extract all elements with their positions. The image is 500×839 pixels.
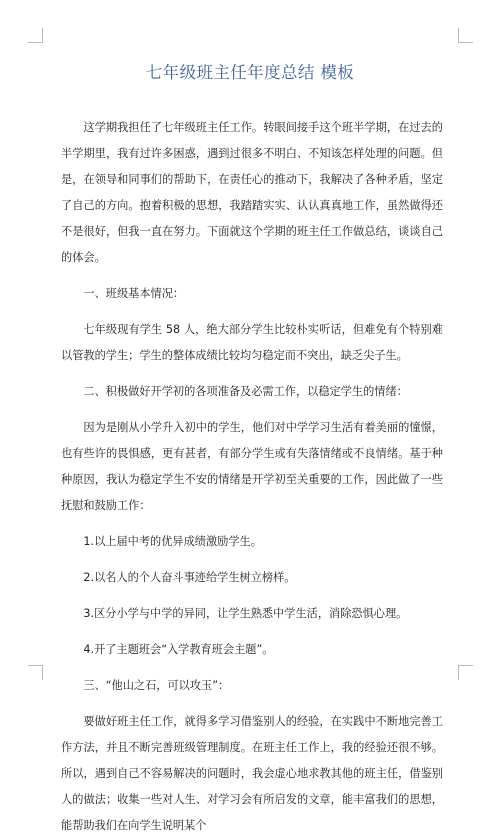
crop-mark-top-right <box>458 28 473 43</box>
list-item-3: 3.区分小学与中学的异同，让学生熟悉中学生活，消除恐惧心理。 <box>83 607 408 620</box>
list-item-1: 1.以上届中考的优异成绩激励学生。 <box>83 535 262 548</box>
document-title: 七年级班主任年度总结 模板 <box>145 63 355 82</box>
list-item-4: 4.开了主题班会“入学教育班会主题”。 <box>83 643 274 656</box>
paragraph-class-situation: 七年级现有学生 58 人，绝大部分学生比较朴实听话，但难免有个特别难以管教的学生；学生的整体成绩比较均匀稳定而不突出，缺乏尖子生。 <box>61 323 443 362</box>
heading-learning: 三、“他山之石，可以攻玉”： <box>83 679 230 692</box>
crop-mark-bottom-left <box>28 665 43 680</box>
crop-mark-top-left <box>28 28 43 43</box>
document-body <box>61 115 443 839</box>
heading-preparation: 二、积极做好开学初的各项准备及必需工作，以稳定学生的情绪： <box>83 385 408 398</box>
paragraph-intro: 这学期我担任了七年级班主任工作。转眼间接手这个班半学期，在过去的半学期里，我有过许多困惑，遇到过很多不明白、不知该怎样处理的问题。但是，在领导和同事们的帮助下，在责任心的推动下，我解决了各种矛盾，坚定了自己的方向。抱着积极的思想，我踏踏实实、认认真真地工作，虽然做得还不是很好，但我一直在努力。下面就这个学期的班主任工作做总结，谈谈自己的体会。 <box>61 121 443 264</box>
paragraph-preparation: 因为是刚从小学升入初中的学生，他们对中学学习生活有着美丽的憧憬，也有些许的畏惧感，更有甚者，有部分学生或有失落情绪或不良情绪。基于种种原因，我认为稳定学生不安的情绪是开学初至关重要的工作，因此做了一些抚慰和鼓励工作： <box>61 421 443 512</box>
list-item-2: 2.以名人的个人奋斗事迹给学生树立榜样。 <box>83 571 296 584</box>
paragraph-learning: 要做好班主任工作，就得多学习借鉴别人的经验，在实践中不断地完善工作方法，并且不断完善班级管理制度。在班主任工作上，我的经验还很不够。所以，遇到自己不容易解决的问题时，我会虚心地求教其他的班主任，借鉴别人的做法；收集一些对人生、对学习会有所启发的文章，能丰富我们的思想，能帮助我们在向学生说明某个 <box>61 715 443 832</box>
crop-mark-bottom-right <box>458 665 473 680</box>
heading-class-situation: 一、班级基本情况： <box>83 287 185 300</box>
